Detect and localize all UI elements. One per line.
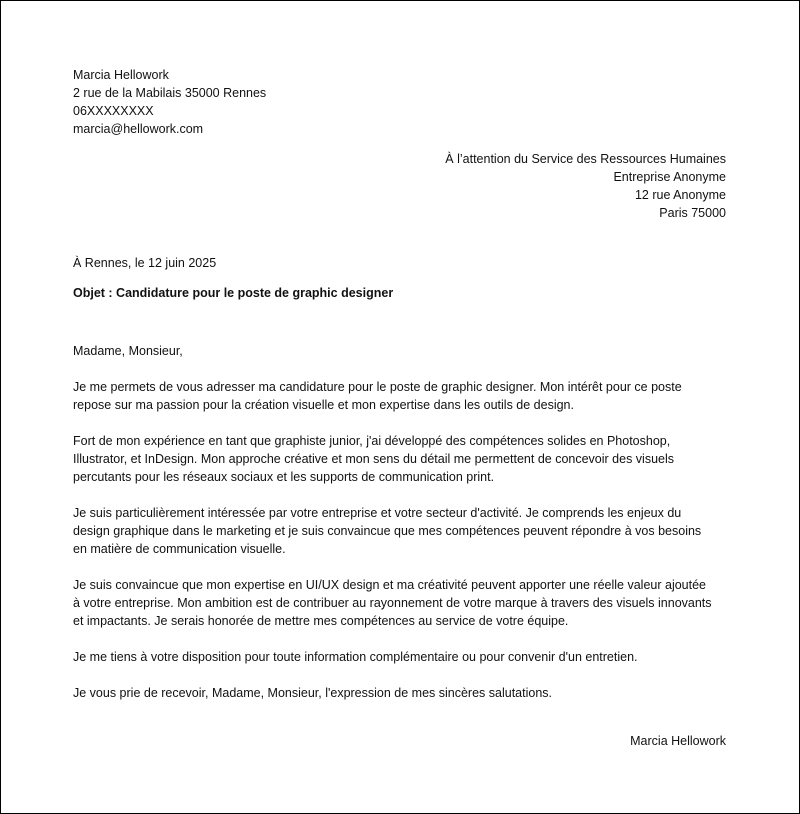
date-line: À Rennes, le 12 juin 2025 xyxy=(73,256,217,270)
closing-paragraph xyxy=(73,684,733,702)
sender-name: Marcia Hellowork xyxy=(73,68,169,82)
recipient-city: Paris 75000 xyxy=(659,206,726,220)
paragraph-line: Je vous prie de recevoir, Madame, Monsieur, l'expression de mes sincères salutations. xyxy=(73,686,553,700)
paragraph-line: Illustrator, et InDesign. Mon approche créative et mon sens du détail me permettent de concevoir des visuels xyxy=(73,452,675,466)
paragraph-line: design graphique dans le marketing et je suis convaincue que mes compétences peuvent répondre à vos besoins xyxy=(73,524,702,538)
recipient-street: 12 rue Anonyme xyxy=(634,188,726,202)
recipient-company: Entreprise Anonyme xyxy=(613,170,726,184)
body-paragraph xyxy=(73,378,733,414)
paragraph-line: Je me permets de vous adresser ma candidature pour le poste de graphic designer. Mon intérêt pour ce poste xyxy=(73,380,682,394)
sender-block xyxy=(73,66,266,138)
body-paragraph xyxy=(73,648,733,666)
subject-line: Objet : Candidature pour le poste de graphic designer xyxy=(73,286,394,300)
body-paragraph xyxy=(73,504,733,558)
letter-body xyxy=(73,342,733,720)
paragraph-line: Je suis convaincue que mon expertise en UI/UX design et ma créativité peuvent apporter une réelle valeur ajoutée xyxy=(73,578,707,592)
paragraph-line: et impactants. Je serais honorée de mettre mes compétences au service de votre équipe. xyxy=(73,614,569,628)
paragraph-line: en matière de communication visuelle. xyxy=(73,542,286,556)
signature: Marcia Hellowork xyxy=(630,734,726,748)
recipient-block xyxy=(445,150,726,222)
paragraph-line: Je me tiens à votre disposition pour toute information complémentaire ou pour convenir d'un entretien. xyxy=(73,650,638,664)
body-paragraph xyxy=(73,576,733,630)
salutation-text: Madame, Monsieur, xyxy=(73,344,183,358)
paragraph-line: Fort de mon expérience en tant que graphiste junior, j'ai développé des compétences solides en Photoshop, xyxy=(73,434,671,448)
body-paragraph xyxy=(73,432,733,486)
sender-address: 2 rue de la Mabilais 35000 Rennes xyxy=(73,86,267,100)
sender-email: marcia@hellowork.com xyxy=(73,122,204,136)
paragraph-line: percutants pour les réseaux sociaux et les supports de communication print. xyxy=(73,470,495,484)
paragraph-line: repose sur ma passion pour la création visuelle et mon expertise dans les outils de design. xyxy=(73,398,574,412)
sender-phone: 06XXXXXXXX xyxy=(73,104,154,118)
paragraph-line: Je suis particulièrement intéressée par votre entreprise et votre secteur d'activité. Je comprends les enjeux du xyxy=(73,506,682,520)
salutation xyxy=(73,342,733,360)
paragraph-line: à votre entreprise. Mon ambition est de contribuer au rayonnement de votre marque à travers des visuels innovants xyxy=(73,596,712,610)
recipient-attention: À l’attention du Service des Ressources Humaines xyxy=(445,152,726,166)
